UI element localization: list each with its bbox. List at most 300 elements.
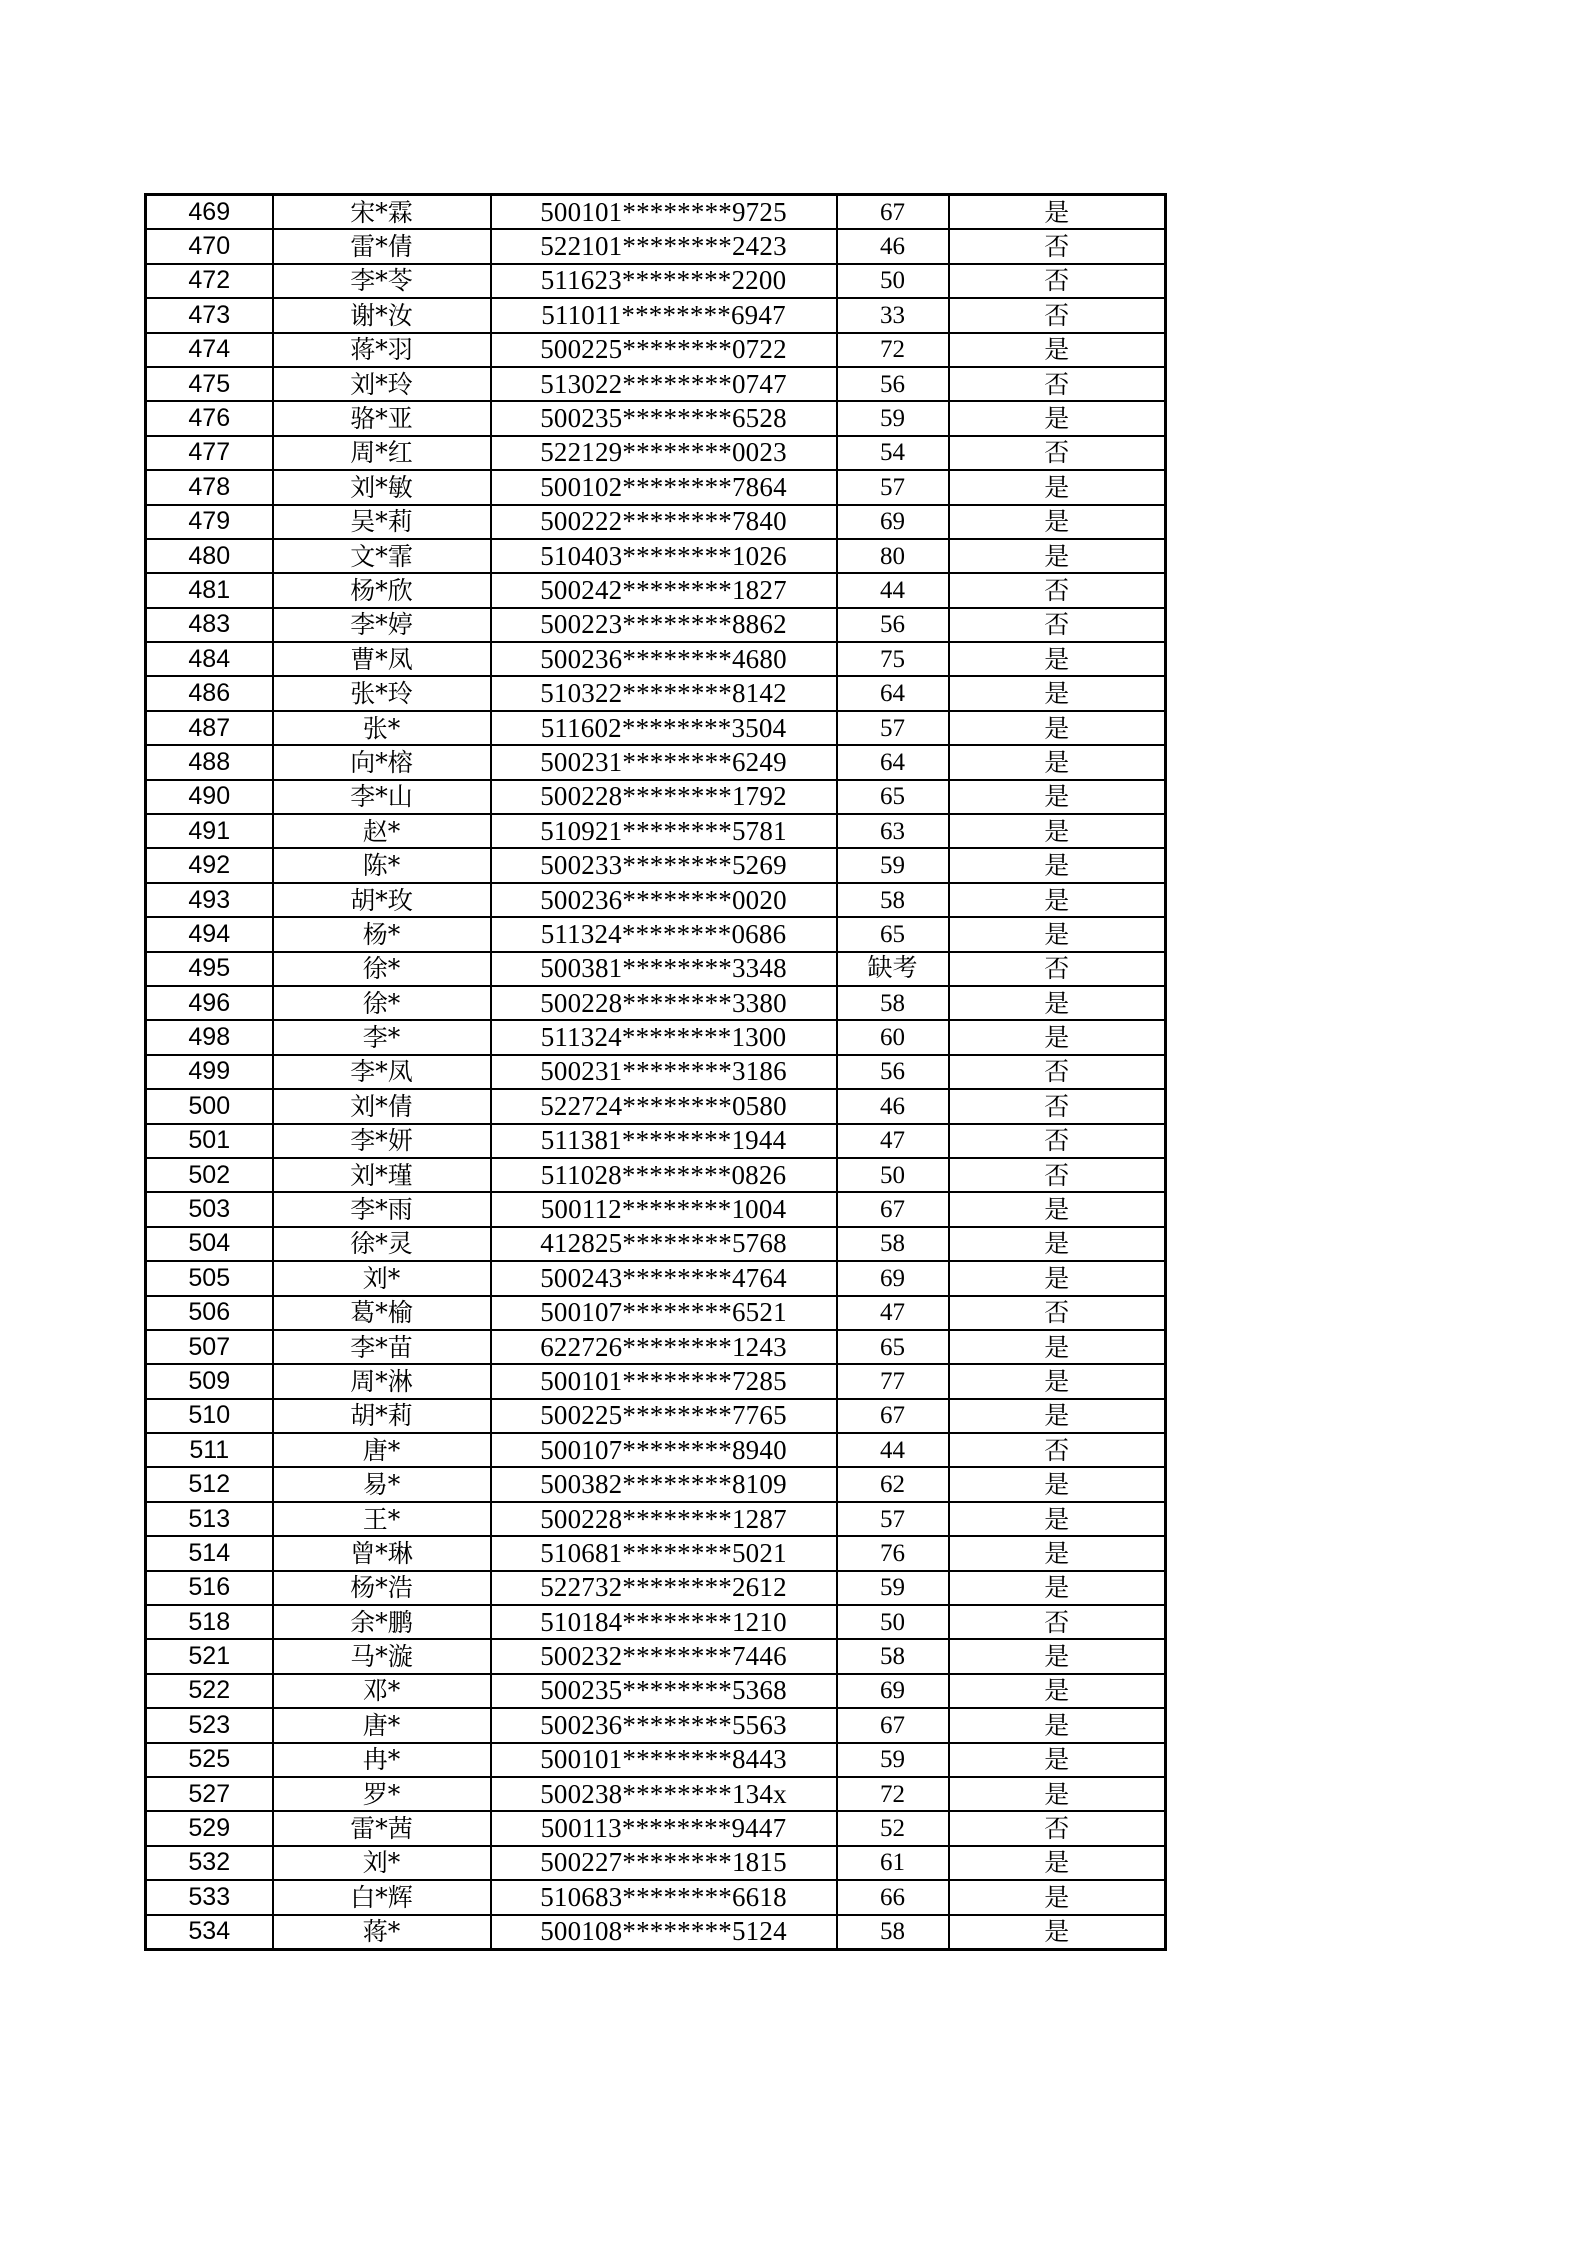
id-number: 500228********1287 (491, 1502, 837, 1536)
exam-score: 60 (837, 1020, 949, 1054)
id-number: 522732********2612 (491, 1571, 837, 1605)
candidate-name: 骆*亚 (273, 401, 491, 435)
id-number: 500227********1815 (491, 1846, 837, 1880)
row-number: 491 (146, 814, 273, 848)
table-row (146, 917, 1166, 951)
row-number: 496 (146, 986, 273, 1020)
table-row (146, 848, 1166, 882)
pass-status: 是 (949, 1364, 1166, 1398)
row-number: 481 (146, 573, 273, 607)
row-number: 500 (146, 1089, 273, 1123)
exam-score: 69 (837, 505, 949, 539)
pass-status: 否 (949, 1811, 1166, 1845)
id-number: 500232********7446 (491, 1639, 837, 1673)
pass-status: 否 (949, 1124, 1166, 1158)
table-row (146, 1158, 1166, 1192)
pass-status: 否 (949, 436, 1166, 470)
candidate-name: 李*苗 (273, 1330, 491, 1364)
exam-score: 77 (837, 1364, 949, 1398)
pass-status: 是 (949, 1639, 1166, 1673)
candidate-name: 胡*玫 (273, 883, 491, 917)
pass-status: 是 (949, 1571, 1166, 1605)
exam-score: 50 (837, 264, 949, 298)
id-number: 510921********5781 (491, 814, 837, 848)
exam-score: 56 (837, 608, 949, 642)
id-number: 500101********9725 (491, 195, 837, 230)
pass-status: 是 (949, 1261, 1166, 1295)
pass-status: 是 (949, 195, 1166, 230)
exam-score: 50 (837, 1158, 949, 1192)
table-row (146, 1880, 1166, 1914)
id-number: 522101********2423 (491, 229, 837, 263)
pass-status: 否 (949, 608, 1166, 642)
table-row (146, 1536, 1166, 1570)
table-row (146, 1296, 1166, 1330)
pass-status: 是 (949, 1227, 1166, 1261)
pass-status: 是 (949, 1743, 1166, 1777)
candidate-name: 李*婷 (273, 608, 491, 642)
row-number: 513 (146, 1502, 273, 1536)
score-table-body (146, 195, 1166, 1950)
candidate-name: 雷*倩 (273, 229, 491, 263)
exam-score: 58 (837, 1639, 949, 1673)
pass-status: 否 (949, 1055, 1166, 1089)
exam-score: 59 (837, 1571, 949, 1605)
table-row (146, 436, 1166, 470)
id-number: 500102********7864 (491, 470, 837, 504)
table-row (146, 298, 1166, 332)
table-row (146, 1055, 1166, 1089)
score-table (144, 193, 1167, 1951)
id-number: 500235********6528 (491, 401, 837, 435)
candidate-name: 文*霏 (273, 539, 491, 573)
id-number: 511028********0826 (491, 1158, 837, 1192)
exam-score: 47 (837, 1296, 949, 1330)
exam-score: 58 (837, 1227, 949, 1261)
candidate-name: 赵* (273, 814, 491, 848)
exam-score: 63 (837, 814, 949, 848)
table-row (146, 745, 1166, 779)
id-number: 510683********6618 (491, 1880, 837, 1914)
exam-score: 72 (837, 333, 949, 367)
exam-score: 33 (837, 298, 949, 332)
table-row (146, 642, 1166, 676)
candidate-name: 唐* (273, 1708, 491, 1742)
exam-score: 47 (837, 1124, 949, 1158)
pass-status: 是 (949, 505, 1166, 539)
table-row (146, 1811, 1166, 1845)
pass-status: 是 (949, 1777, 1166, 1811)
exam-score: 72 (837, 1777, 949, 1811)
id-number: 500381********3348 (491, 952, 837, 986)
id-number: 500243********4764 (491, 1261, 837, 1295)
pass-status: 否 (949, 1089, 1166, 1123)
id-number: 500242********1827 (491, 573, 837, 607)
table-row (146, 333, 1166, 367)
row-number: 476 (146, 401, 273, 435)
pass-status: 否 (949, 573, 1166, 607)
candidate-name: 宋*霖 (273, 195, 491, 230)
table-row (146, 367, 1166, 401)
exam-score: 57 (837, 1502, 949, 1536)
pass-status: 是 (949, 711, 1166, 745)
pass-status: 是 (949, 1467, 1166, 1501)
pass-status: 是 (949, 642, 1166, 676)
id-number: 500231********3186 (491, 1055, 837, 1089)
candidate-name: 李*山 (273, 780, 491, 814)
pass-status: 否 (949, 298, 1166, 332)
row-number: 488 (146, 745, 273, 779)
row-number: 484 (146, 642, 273, 676)
row-number: 475 (146, 367, 273, 401)
candidate-name: 杨*浩 (273, 1571, 491, 1605)
row-number: 478 (146, 470, 273, 504)
row-number: 470 (146, 229, 273, 263)
candidate-name: 胡*莉 (273, 1399, 491, 1433)
candidate-name: 张* (273, 711, 491, 745)
table-row (146, 1467, 1166, 1501)
pass-status: 是 (949, 1502, 1166, 1536)
exam-score: 46 (837, 1089, 949, 1123)
table-row (146, 1192, 1166, 1226)
exam-score: 58 (837, 986, 949, 1020)
id-number: 513022********0747 (491, 367, 837, 401)
id-number: 412825********5768 (491, 1227, 837, 1261)
pass-status: 是 (949, 1192, 1166, 1226)
candidate-name: 刘*敏 (273, 470, 491, 504)
id-number: 500228********1792 (491, 780, 837, 814)
row-number: 486 (146, 676, 273, 710)
candidate-name: 李*雨 (273, 1192, 491, 1226)
table-row (146, 986, 1166, 1020)
row-number: 474 (146, 333, 273, 367)
exam-score: 67 (837, 195, 949, 230)
row-number: 483 (146, 608, 273, 642)
exam-score: 67 (837, 1399, 949, 1433)
candidate-name: 杨* (273, 917, 491, 951)
table-row (146, 470, 1166, 504)
candidate-name: 刘* (273, 1261, 491, 1295)
exam-score: 59 (837, 401, 949, 435)
exam-score: 57 (837, 470, 949, 504)
candidate-name: 张*玲 (273, 676, 491, 710)
id-number: 500233********5269 (491, 848, 837, 882)
table-row (146, 1502, 1166, 1536)
candidate-name: 余*鹏 (273, 1605, 491, 1639)
pass-status: 是 (949, 1915, 1166, 1950)
exam-score: 缺考 (837, 952, 949, 986)
table-row (146, 676, 1166, 710)
table-row (146, 1708, 1166, 1742)
table-row (146, 1261, 1166, 1295)
pass-status: 是 (949, 676, 1166, 710)
pass-status: 是 (949, 539, 1166, 573)
pass-status: 是 (949, 333, 1166, 367)
table-row (146, 1433, 1166, 1467)
id-number: 511324********0686 (491, 917, 837, 951)
id-number: 622726********1243 (491, 1330, 837, 1364)
exam-score: 65 (837, 1330, 949, 1364)
id-number: 510184********1210 (491, 1605, 837, 1639)
table-row (146, 1571, 1166, 1605)
row-number: 529 (146, 1811, 273, 1845)
candidate-name: 罗* (273, 1777, 491, 1811)
id-number: 500113********9447 (491, 1811, 837, 1845)
row-number: 487 (146, 711, 273, 745)
exam-score: 64 (837, 745, 949, 779)
exam-score: 58 (837, 883, 949, 917)
exam-score: 50 (837, 1605, 949, 1639)
exam-score: 52 (837, 1811, 949, 1845)
exam-score: 62 (837, 1467, 949, 1501)
row-number: 480 (146, 539, 273, 573)
row-number: 493 (146, 883, 273, 917)
pass-status: 是 (949, 1708, 1166, 1742)
pass-status: 是 (949, 1674, 1166, 1708)
id-number: 511602********3504 (491, 711, 837, 745)
pass-status: 是 (949, 848, 1166, 882)
pass-status: 是 (949, 986, 1166, 1020)
candidate-name: 徐*灵 (273, 1227, 491, 1261)
table-row (146, 711, 1166, 745)
table-row (146, 1743, 1166, 1777)
candidate-name: 谢*汝 (273, 298, 491, 332)
table-row (146, 1605, 1166, 1639)
exam-score: 44 (837, 573, 949, 607)
row-number: 510 (146, 1399, 273, 1433)
row-number: 534 (146, 1915, 273, 1950)
candidate-name: 唐* (273, 1433, 491, 1467)
table-row (146, 573, 1166, 607)
table-row (146, 505, 1166, 539)
candidate-name: 周*淋 (273, 1364, 491, 1398)
row-number: 516 (146, 1571, 273, 1605)
pass-status: 是 (949, 814, 1166, 848)
candidate-name: 李*凤 (273, 1055, 491, 1089)
id-number: 500236********4680 (491, 642, 837, 676)
id-number: 500112********1004 (491, 1192, 837, 1226)
id-number: 500231********6249 (491, 745, 837, 779)
table-row (146, 264, 1166, 298)
candidate-name: 葛*榆 (273, 1296, 491, 1330)
exam-score: 64 (837, 676, 949, 710)
row-number: 502 (146, 1158, 273, 1192)
row-number: 495 (146, 952, 273, 986)
id-number: 500108********5124 (491, 1915, 837, 1950)
candidate-name: 易* (273, 1467, 491, 1501)
candidate-name: 李*妍 (273, 1124, 491, 1158)
exam-score: 65 (837, 917, 949, 951)
exam-score: 69 (837, 1261, 949, 1295)
exam-score: 65 (837, 780, 949, 814)
exam-score: 61 (837, 1846, 949, 1880)
candidate-name: 吴*莉 (273, 505, 491, 539)
exam-score: 54 (837, 436, 949, 470)
row-number: 518 (146, 1605, 273, 1639)
row-number: 523 (146, 1708, 273, 1742)
id-number: 511324********1300 (491, 1020, 837, 1054)
row-number: 498 (146, 1020, 273, 1054)
id-number: 522724********0580 (491, 1089, 837, 1123)
exam-score: 76 (837, 1536, 949, 1570)
table-row (146, 1227, 1166, 1261)
id-number: 500228********3380 (491, 986, 837, 1020)
exam-score: 69 (837, 1674, 949, 1708)
table-row (146, 229, 1166, 263)
id-number: 500101********7285 (491, 1364, 837, 1398)
pass-status: 否 (949, 1433, 1166, 1467)
pass-status: 是 (949, 917, 1166, 951)
exam-score: 67 (837, 1192, 949, 1226)
id-number: 500382********8109 (491, 1467, 837, 1501)
table-row (146, 608, 1166, 642)
row-number: 511 (146, 1433, 273, 1467)
candidate-name: 冉* (273, 1743, 491, 1777)
row-number: 521 (146, 1639, 273, 1673)
id-number: 522129********0023 (491, 436, 837, 470)
candidate-name: 李* (273, 1020, 491, 1054)
candidate-name: 刘* (273, 1846, 491, 1880)
id-number: 500238********134x (491, 1777, 837, 1811)
id-number: 500107********6521 (491, 1296, 837, 1330)
row-number: 505 (146, 1261, 273, 1295)
candidate-name: 蒋* (273, 1915, 491, 1950)
id-number: 510322********8142 (491, 676, 837, 710)
candidate-name: 邓* (273, 1674, 491, 1708)
id-number: 510403********1026 (491, 539, 837, 573)
candidate-name: 徐* (273, 986, 491, 1020)
pass-status: 是 (949, 1399, 1166, 1433)
id-number: 511011********6947 (491, 298, 837, 332)
exam-score: 46 (837, 229, 949, 263)
candidate-name: 刘*玲 (273, 367, 491, 401)
id-number: 500222********7840 (491, 505, 837, 539)
pass-status: 否 (949, 367, 1166, 401)
row-number: 492 (146, 848, 273, 882)
table-row (146, 1089, 1166, 1123)
row-number: 469 (146, 195, 273, 230)
row-number: 477 (146, 436, 273, 470)
pass-status: 否 (949, 1605, 1166, 1639)
candidate-name: 周*红 (273, 436, 491, 470)
candidate-name: 雷*茜 (273, 1811, 491, 1845)
exam-score: 44 (837, 1433, 949, 1467)
exam-score: 75 (837, 642, 949, 676)
table-row (146, 401, 1166, 435)
table-row (146, 1399, 1166, 1433)
exam-score: 66 (837, 1880, 949, 1914)
row-number: 507 (146, 1330, 273, 1364)
table-row (146, 1364, 1166, 1398)
table-row (146, 1020, 1166, 1054)
id-number: 500235********5368 (491, 1674, 837, 1708)
exam-score: 56 (837, 367, 949, 401)
exam-score: 59 (837, 848, 949, 882)
row-number: 514 (146, 1536, 273, 1570)
row-number: 472 (146, 264, 273, 298)
row-number: 501 (146, 1124, 273, 1158)
id-number: 500107********8940 (491, 1433, 837, 1467)
id-number: 500225********0722 (491, 333, 837, 367)
row-number: 532 (146, 1846, 273, 1880)
table-row (146, 1777, 1166, 1811)
candidate-name: 徐* (273, 952, 491, 986)
id-number: 510681********5021 (491, 1536, 837, 1570)
pass-status: 否 (949, 1158, 1166, 1192)
row-number: 504 (146, 1227, 273, 1261)
table-row (146, 1674, 1166, 1708)
row-number: 522 (146, 1674, 273, 1708)
exam-score: 67 (837, 1708, 949, 1742)
pass-status: 否 (949, 229, 1166, 263)
table-row (146, 1639, 1166, 1673)
row-number: 499 (146, 1055, 273, 1089)
id-number: 500225********7765 (491, 1399, 837, 1433)
table-row (146, 195, 1166, 230)
candidate-name: 曾*琳 (273, 1536, 491, 1570)
candidate-name: 曹*凤 (273, 642, 491, 676)
table-row (146, 1330, 1166, 1364)
candidate-name: 马*漩 (273, 1639, 491, 1673)
row-number: 494 (146, 917, 273, 951)
table-row (146, 780, 1166, 814)
exam-score: 58 (837, 1915, 949, 1950)
id-number: 500101********8443 (491, 1743, 837, 1777)
pass-status: 是 (949, 780, 1166, 814)
row-number: 473 (146, 298, 273, 332)
row-number: 490 (146, 780, 273, 814)
exam-score: 56 (837, 1055, 949, 1089)
pass-status: 是 (949, 1880, 1166, 1914)
candidate-name: 向*榕 (273, 745, 491, 779)
row-number: 525 (146, 1743, 273, 1777)
table-row (146, 1915, 1166, 1950)
row-number: 512 (146, 1467, 273, 1501)
row-number: 509 (146, 1364, 273, 1398)
table-row (146, 952, 1166, 986)
id-number: 511381********1944 (491, 1124, 837, 1158)
pass-status: 是 (949, 1846, 1166, 1880)
pass-status: 是 (949, 401, 1166, 435)
row-number: 533 (146, 1880, 273, 1914)
id-number: 511623********2200 (491, 264, 837, 298)
table-row (146, 1124, 1166, 1158)
pass-status: 是 (949, 1330, 1166, 1364)
pass-status: 否 (949, 264, 1166, 298)
exam-score: 80 (837, 539, 949, 573)
pass-status: 是 (949, 470, 1166, 504)
candidate-name: 王* (273, 1502, 491, 1536)
pass-status: 是 (949, 1020, 1166, 1054)
candidate-name: 李*苓 (273, 264, 491, 298)
row-number: 527 (146, 1777, 273, 1811)
id-number: 500223********8862 (491, 608, 837, 642)
pass-status: 是 (949, 1536, 1166, 1570)
candidate-name: 白*辉 (273, 1880, 491, 1914)
id-number: 500236********0020 (491, 883, 837, 917)
table-row (146, 1846, 1166, 1880)
pass-status: 否 (949, 1296, 1166, 1330)
row-number: 506 (146, 1296, 273, 1330)
id-number: 500236********5563 (491, 1708, 837, 1742)
candidate-name: 刘*瑾 (273, 1158, 491, 1192)
pass-status: 是 (949, 883, 1166, 917)
row-number: 503 (146, 1192, 273, 1226)
candidate-name: 陈* (273, 848, 491, 882)
pass-status: 是 (949, 745, 1166, 779)
table-row (146, 539, 1166, 573)
exam-score: 59 (837, 1743, 949, 1777)
